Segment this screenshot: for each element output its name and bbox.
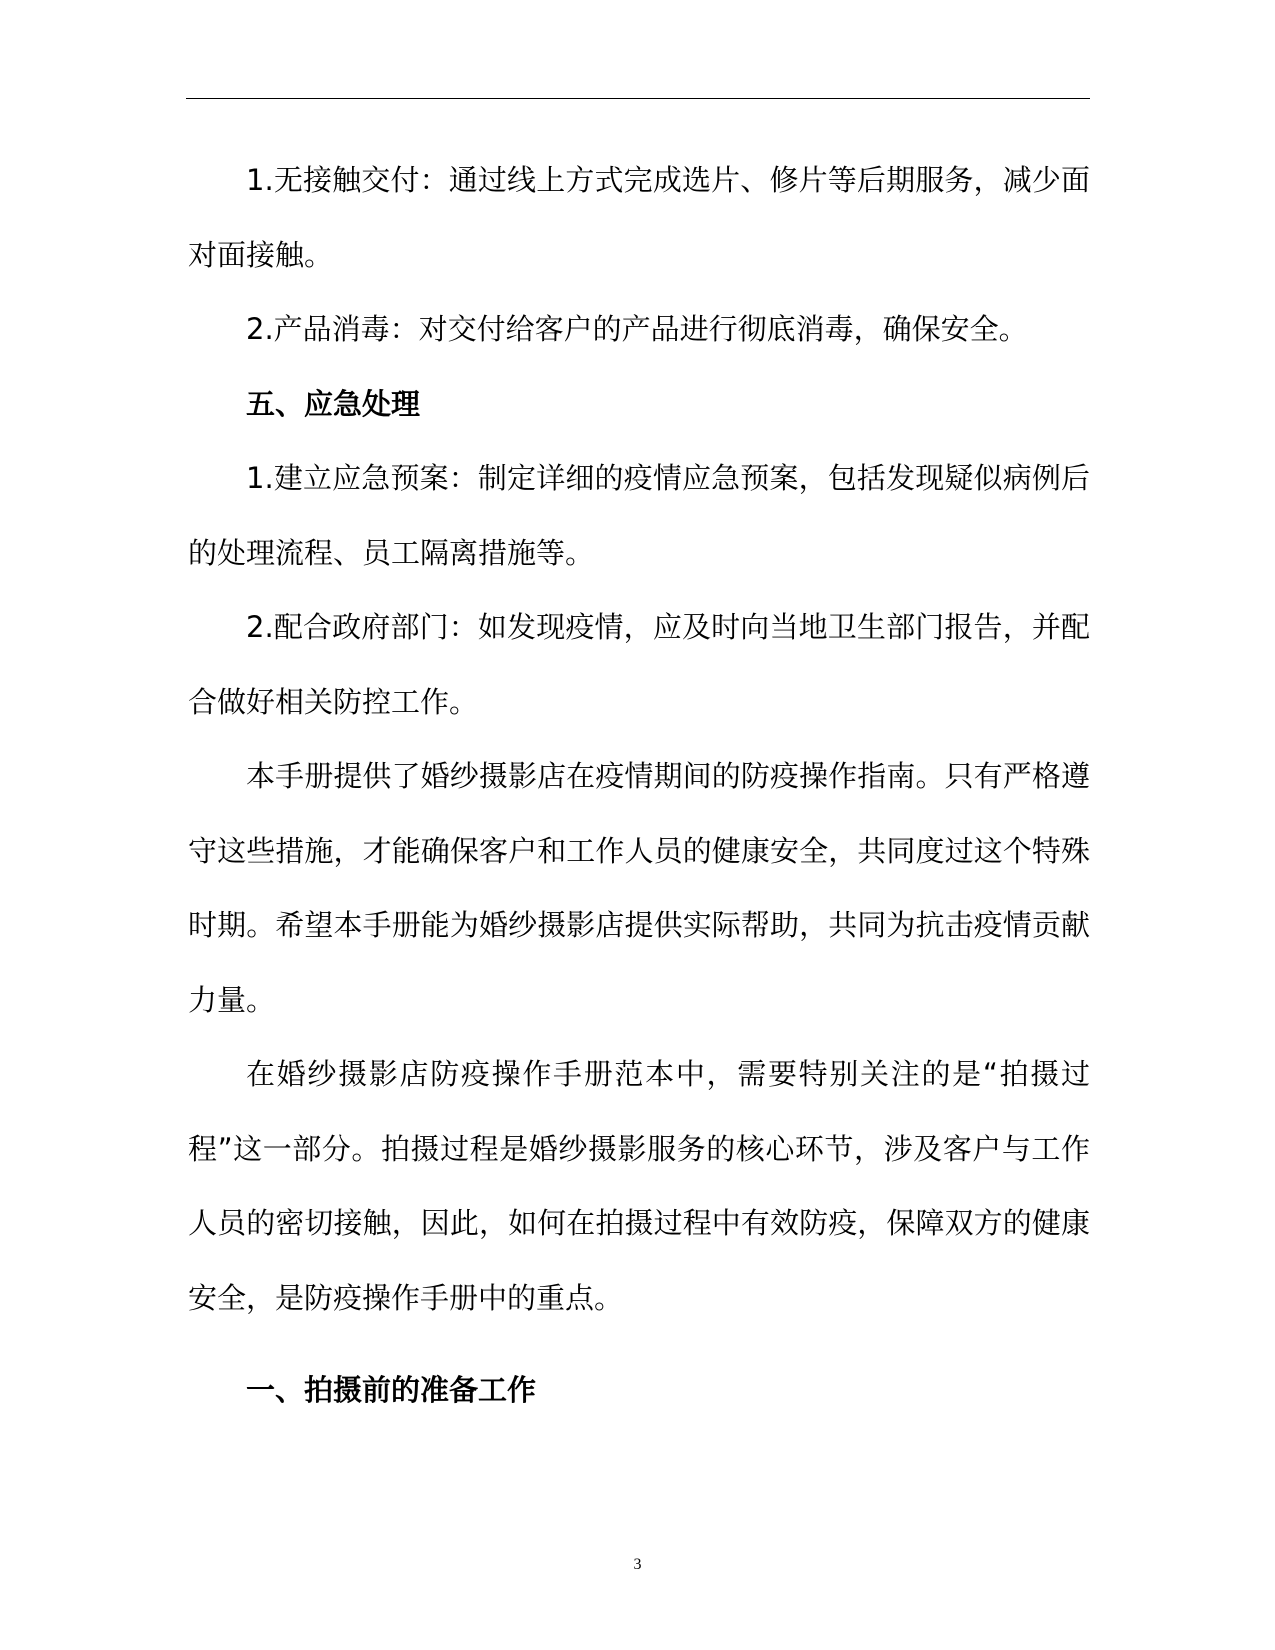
section-heading-emergency: 五、应急处理	[246, 386, 421, 421]
paragraph-emergency-plan: 1.建立应急预案：制定详细的疫情应急预案，包括发现疑似病例后的处理流程、员工隔离措施等。	[188, 461, 1090, 570]
header-rule	[186, 98, 1090, 99]
paragraph-contactless-delivery: 1.无接触交付：通过线上方式完成选片、修片等后期服务，减少面对面接触。	[188, 163, 1090, 272]
document-body	[188, 143, 1090, 1428]
paragraph-cooperate-government: 2.配合政府部门：如发现疫情，应及时向当地卫生部门报告，并配合做好相关防控工作。	[188, 610, 1090, 719]
paragraph-product-disinfection: 2.产品消毒：对交付给客户的产品进行彻底消毒，确保安全。	[246, 312, 1028, 346]
section-heading-preparation: 一、拍摄前的准备工作	[246, 1373, 537, 1407]
page-number: 3	[633, 1556, 642, 1573]
paragraph-manual-summary: 本手册提供了婚纱摄影店在疫情期间的防疫操作指南。只有严格遵守这些措施，才能确保客户和工作人员的健康安全，共同度过这个特殊时期。希望本手册能为婚纱摄影店提供实际帮助，共同为抗击疫情贡献力量。	[188, 759, 1090, 1017]
paragraph-shooting-focus: 在婚纱摄影店防疫操作手册范本中，需要特别关注的是“拍摄过程”这一部分。拍摄过程是婚纱摄影服务的核心环节，涉及客户与工作人员的密切接触，因此，如何在拍摄过程中有效防疫，保障双方的健康安全，是防疫操作手册中的重点。	[188, 1057, 1090, 1315]
